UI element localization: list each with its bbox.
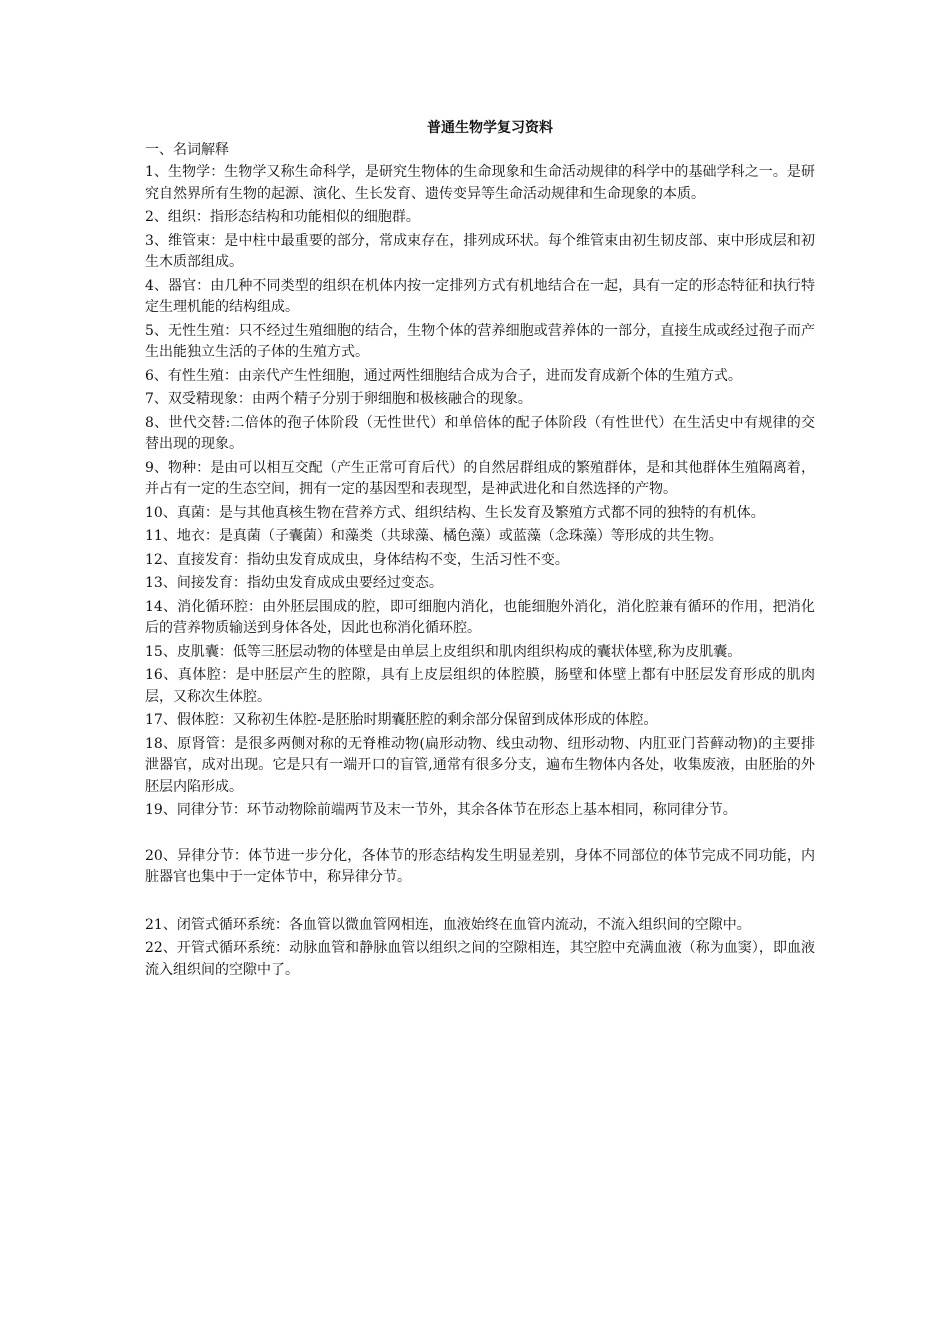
entry-8-alternation-of-generations: 8、世代交替:二倍体的孢子体阶段（无性世代）和单倍体的配子体阶段（有性世代）在生活史中有规律的交替出现的现象。 — [145, 414, 815, 452]
entry-2-tissue: 2、组织：指形态结构和功能相似的细胞群。 — [145, 209, 420, 225]
entry-11-lichen: 11、地衣：是真菌（子囊菌）和藻类（共球藻、橘色藻）或蓝藻（念珠藻）等形成的共生物。 — [145, 528, 723, 544]
entry-10-fungi: 10、真菌：是与其他真核生物在营养方式、组织结构、生长发育及繁殖方式都不同的独特的有机体。 — [145, 504, 765, 521]
entry-21-closed-circulatory-system: 21、闭管式循环系统：各血管以微血管网相连，血液始终在血管内流动，不流入组织间的空隙中。 — [145, 916, 751, 933]
entry-3-vascular-bundle: 3、维管束：是中柱中最重要的部分，常成束存在，排列成环状。每个维管束由初生韧皮部、束中形成层和初生木质部组成。 — [145, 232, 815, 270]
entry-19-homonomous-segmentation: 19、同律分节：环节动物除前端两节及末一节外，其余各体节在形态上基本相同，称同律分节。 — [145, 802, 737, 818]
document-title: 普通生物学复习资料 — [427, 120, 553, 136]
entry-1-biology: 1、生物学：生物学又称生命科学，是研究生物体的生命现象和生命活动规律的科学中的基础学科之一。是研究自然界所有生物的起源、演化、生长发育、遗传变异等生命活动规律和生命现象的本质。 — [145, 164, 815, 202]
entry-5-asexual-reproduction: 5、无性生殖：只不经过生殖细胞的结合，生物个体的营养细胞或营养体的一部分，直接生成或经过孢子而产生出能独立生活的子体的生殖方式。 — [145, 322, 815, 360]
document-page — [145, 118, 815, 983]
entry-9-species: 9、物种：是由可以相互交配（产生正常可育后代）的自然居群组成的繁殖群体，是和其他群体生殖隔离着，并占有一定的生态空间，拥有一定的基因型和表现型，是神武进化和自然选择的产物。 — [145, 459, 815, 497]
entry-14-gastrovascular-cavity: 14、消化循环腔：由外胚层围成的腔，即可细胞内消化，也能细胞外消化，消化腔兼有循环的作用，把消化后的营养物质输送到身体各处，因此也称消化循环腔。 — [145, 598, 815, 636]
entry-20-heteronomous-segmentation: 20、异律分节：体节进一步分化，各体节的形态结构发生明显差别，身体不同部位的体节完成不同功能，内脏器官也集中于一定体节中，称异律分节。 — [145, 847, 815, 885]
entry-22-open-circulatory-system: 22、开管式循环系统：动脉血管和静脉血管以组织之间的空隙相连，其空腔中充满血液（称为血窦），即血液流入组织间的空隙中了。 — [145, 940, 815, 978]
section-heading: 一、名词解释 — [145, 142, 229, 158]
entry-18-protonephridium: 18、原肾管：是很多两侧对称的无脊椎动物(扁形动物、线虫动物、纽形动物、内肛亚门苔藓动物)的主要排泄器官，成对出现。它是只有一端开口的盲管,通常有很多分支，遍布生物体内各处，收集废液，由胚胎的外胚层内陷形成。 — [145, 735, 815, 795]
entry-17-pseudocoelom: 17、假体腔：又称初生体腔-是胚胎时期囊胚腔的剩余部分保留到成体形成的体腔。 — [145, 712, 658, 728]
entry-13-indirect-development: 13、间接发育：指幼虫发育成成虫要经过变态。 — [145, 575, 443, 591]
entry-12-direct-development: 12、直接发育：指幼虫发育成成虫，身体结构不变，生活习性不变。 — [145, 551, 569, 568]
entry-15-dermomuscular-sac: 15、皮肌囊：低等三胚层动物的体壁是由单层上皮组织和肌肉组织构成的囊状体壁,称为皮肌囊。 — [145, 643, 742, 660]
entry-6-sexual-reproduction: 6、有性生殖：由亲代产生性细胞，通过两性细胞结合成为合子，进而发育成新个体的生殖方式。 — [145, 367, 742, 384]
entry-7-double-fertilization: 7、双受精现象：由两个精子分别于卵细胞和极核融合的现象。 — [145, 391, 532, 407]
entry-4-organ: 4、器官：由几种不同类型的组织在机体内按一定排列方式有机地结合在一起，具有一定的形态特征和执行特定生理机能的结构组成。 — [145, 277, 815, 315]
entry-16-coelom: 16、真体腔：是中胚层产生的腔隙，具有上皮层组织的体腔膜，肠壁和体壁上都有中胚层发育形成的肌肉层，又称次生体腔。 — [145, 667, 815, 705]
